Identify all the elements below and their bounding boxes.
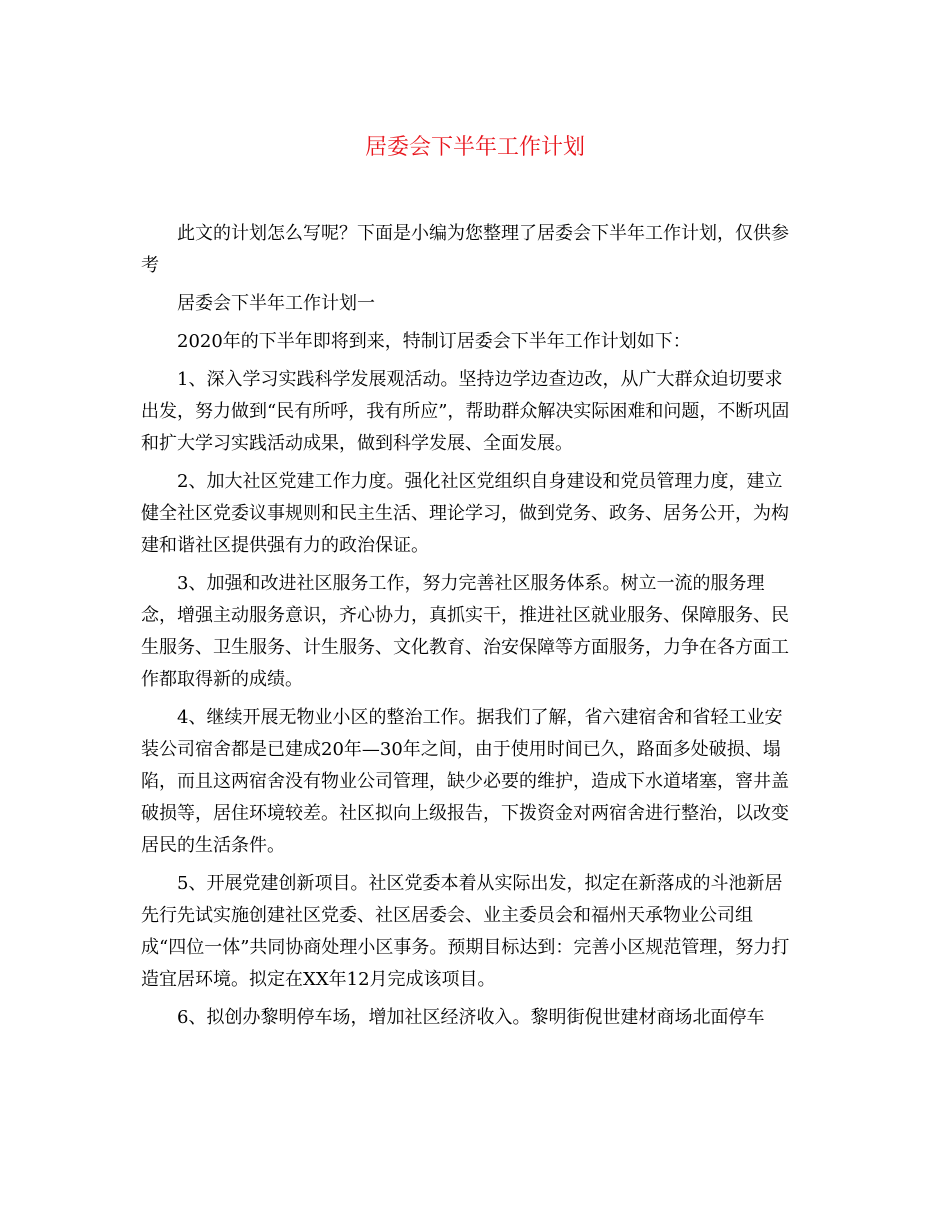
paragraph-line: 考 xyxy=(141,255,159,276)
paragraph-line: 装公司宿舍都是已建成20年—30年之间，由于使用时间已久，路面多处破损、塌 xyxy=(141,739,781,760)
paragraph-line: 念，增强主动服务意识，齐心协力，真抓实干，推进社区就业服务、保障服务、民 xyxy=(141,605,789,626)
paragraph xyxy=(141,568,809,696)
paragraph-line: 破损等，居住环境较差。社区拟向上级报告，下拨资金对两宿舍进行整治，以改变 xyxy=(141,803,789,824)
document-body xyxy=(141,218,809,1040)
paragraph-line: 健全社区党委议事规则和民主生活、理论学习，做到党务、政务、居务公开，为构 xyxy=(141,503,789,524)
paragraph xyxy=(141,288,809,320)
paragraph-line: 陷，而且这两宿舍没有物业公司管理，缺少必要的维护，造成下水道堵塞，窨井盖 xyxy=(141,771,789,792)
paragraph-line: 1、深入学习实践科学发展观活动。坚持边学边查边改，从广大群众迫切要求 xyxy=(177,369,783,390)
paragraph xyxy=(141,364,809,460)
paragraph-line: 4、继续开展无物业小区的整治工作。据我们了解，省六建宿舍和省轻工业安 xyxy=(177,707,783,728)
paragraph-line: 6、拟创办黎明停车场，增加社区经济收入。黎明街倪世建材商场北面停车 xyxy=(177,1007,765,1028)
paragraph-line: 5、开展党建创新项目。社区党委本着从实际出发，拟定在新落成的斗池新居 xyxy=(177,873,783,894)
paragraph-line: 出发，努力做到“民有所呼，我有所应”，帮助群众解决实际困难和问题，不断巩固 xyxy=(141,401,790,422)
paragraph-line: 作都取得新的成绩。 xyxy=(141,669,303,690)
paragraph-line: 居民的生活条件。 xyxy=(141,835,285,856)
paragraph-line: 生服务、卫生服务、计生服务、文化教育、治安保障等方面服务，力争在各方面工 xyxy=(141,637,789,658)
paragraph-line: 成“四位一体”共同协商处理小区事务。预期目标达到：完善小区规范管理，努力打 xyxy=(141,937,790,958)
paragraph-line: 3、加强和改进社区服务工作，努力完善社区服务体系。树立一流的服务理 xyxy=(177,573,765,594)
paragraph-line: 建和谐社区提供强有力的政治保证。 xyxy=(141,535,429,556)
document-title: 居委会下半年工作计划 xyxy=(364,135,585,160)
paragraph xyxy=(141,326,809,358)
paragraph-line: 先行先试实施创建社区党委、社区居委会、业主委员会和福州天承物业公司组 xyxy=(141,905,753,926)
paragraph-line: 2、加大社区党建工作力度。强化社区党组织自身建设和党员管理力度，建立 xyxy=(177,471,783,492)
paragraph xyxy=(141,1002,809,1034)
paragraph-line: 和扩大学习实践活动成果，做到科学发展、全面发展。 xyxy=(141,433,573,454)
paragraph xyxy=(141,868,809,996)
paragraph-line: 2020年的下半年即将到来，特制订居委会下半年工作计划如下： xyxy=(177,331,691,352)
paragraph-line: 居委会下半年工作计划一 xyxy=(177,293,375,314)
paragraph-line: 造宜居环境。拟定在XX年12月完成该项目。 xyxy=(141,969,496,990)
paragraph xyxy=(141,702,809,862)
paragraph-line: 此文的计划怎么写呢？下面是小编为您整理了居委会下半年工作计划，仅供参 xyxy=(177,223,789,244)
paragraph xyxy=(141,218,809,282)
paragraph xyxy=(141,466,809,562)
